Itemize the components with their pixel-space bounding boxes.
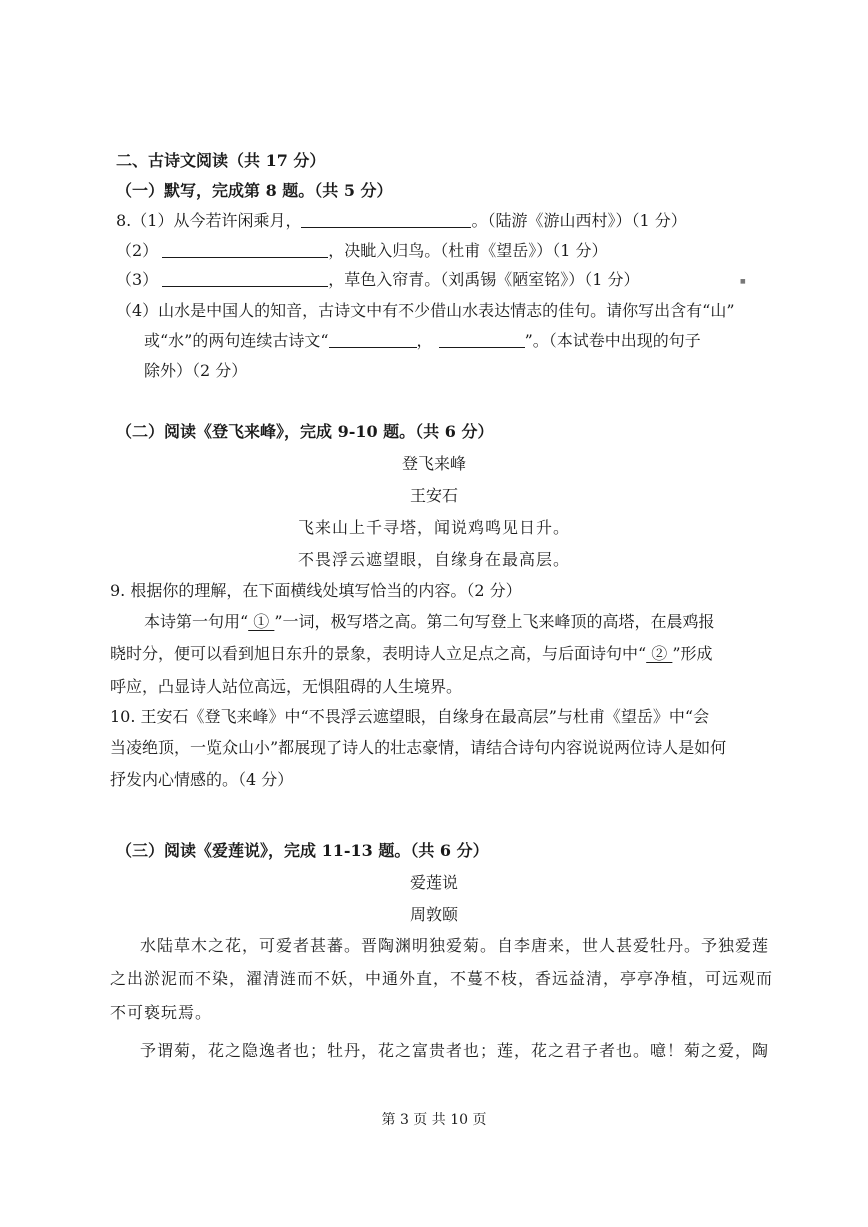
essay-title: 爱莲说	[409, 873, 458, 892]
question-8-1	[116, 210, 687, 232]
part2-title: （二）阅读《登飞来峰》，完成 9-10 题。（共 6 分）	[116, 422, 494, 441]
q8-1-text-b: 。（陆游《游山西村》）（1 分）	[471, 211, 687, 230]
part1-title: （一）默写，完成第 8 题。（共 5 分）	[116, 181, 393, 200]
poem-line-2: 不畏浮云遮望眼，自缘身在最高层。	[297, 550, 570, 569]
q8-2-text-a: （2）	[116, 241, 159, 260]
question-9-title: 9. 根据你的理解，在下面横线处填写恰当的内容。（2 分）	[110, 581, 522, 600]
question-9-line3: 呼应，凸显诗人站位高远，无惧阻碍的人生境界。	[110, 677, 463, 696]
section-title: 二、古诗文阅读（共 17 分）	[116, 151, 326, 170]
question-8-4-line1: （4）山水是中国人的知音，古诗文中有不少借山水表达情志的佳句。请你写出含有“山”	[116, 301, 735, 320]
q8-4-text-b: ，	[416, 331, 433, 350]
q8-4-text-a: 或“水”的两句连续古诗文“	[144, 331, 329, 350]
q8-3-text-b: ，草色入帘青。（刘禹锡《陋室铭》）（1 分）	[328, 270, 640, 289]
poem-author: 王安石	[409, 486, 458, 505]
page-footer: 第 3 页 共 10 页	[381, 1112, 487, 1128]
question-10-line2: 当凌绝顶，一览众山小”都展现了诗人的壮志豪情，请结合诗句内容说说两位诗人是如何	[110, 738, 727, 757]
essay-para2-line1: 予谓菊，花之隐逸者也；牡丹，花之富贵者也；莲，花之君子者也。噫！菊之爱，陶	[140, 1041, 770, 1060]
q8-1-text-a: 8.（1）从今若许闲乘月，	[116, 211, 302, 230]
answer-blank-8-4a[interactable]	[329, 331, 417, 348]
question-8-2	[116, 240, 607, 262]
q8-3-text-a: （3）	[116, 270, 159, 289]
answer-blank-8-1[interactable]	[301, 211, 471, 228]
answer-blank-8-4b[interactable]	[439, 331, 525, 348]
answer-blank-8-3[interactable]	[162, 270, 328, 287]
q9-text-a: 本诗第一句用“	[144, 612, 249, 631]
poem-title: 登飞来峰	[401, 454, 466, 473]
answer-blank-8-2[interactable]	[162, 241, 328, 258]
q8-4-text-c: ”。（本试卷中出现的句子	[524, 331, 701, 350]
essay-para1-line3: 不可亵玩焉。	[110, 1003, 213, 1022]
q9-text-c: 晓时分，便可以看到旭日东升的景象，表明诗人立足点之高，与后面诗句中“	[110, 644, 647, 663]
question-10-line3: 抒发内心情感的。（4 分）	[110, 770, 294, 789]
poem-line-1: 飞来山上千寻塔，闻说鸡鸣见日升。	[297, 518, 570, 537]
q8-2-text-b: ，决眦入归鸟。（杜甫《望岳》）（1 分）	[328, 241, 608, 260]
question-8-3	[116, 269, 639, 291]
essay-para1-line2: 之出淤泥而不染，濯清涟而不妖，中通外直，不蔓不枝，香远益清，亭亭净植，可远观而	[110, 969, 774, 988]
fill-blank-2[interactable]: ②	[646, 644, 673, 663]
question-8-4-line2	[144, 330, 701, 352]
question-10-line1: 10. 王安石《登飞来峰》中“不畏浮云遮望眼，自缘身在最高层”与杜甫《望岳》中“会	[110, 707, 710, 726]
essay-author: 周敦颐	[409, 905, 458, 924]
question-9-line2	[110, 643, 713, 665]
question-8-4-line3: 除外）（2 分）	[144, 361, 248, 380]
fill-blank-1[interactable]: ①	[248, 612, 275, 631]
scan-mark: ■	[740, 278, 746, 285]
question-9-line1	[144, 611, 715, 633]
essay-para1-line1: 水陆草木之花，可爱者甚蕃。晋陶渊明独爱菊。自李唐来，世人甚爱牡丹。予独爱莲	[140, 936, 770, 955]
part3-title: （三）阅读《爱莲说》，完成 11-13 题。（共 6 分）	[116, 841, 489, 860]
q9-text-b: ”一词，极写塔之高。第二句写登上飞来峰顶的高塔，在晨鸡报	[274, 612, 715, 631]
q9-text-d: ”形成	[672, 644, 713, 663]
